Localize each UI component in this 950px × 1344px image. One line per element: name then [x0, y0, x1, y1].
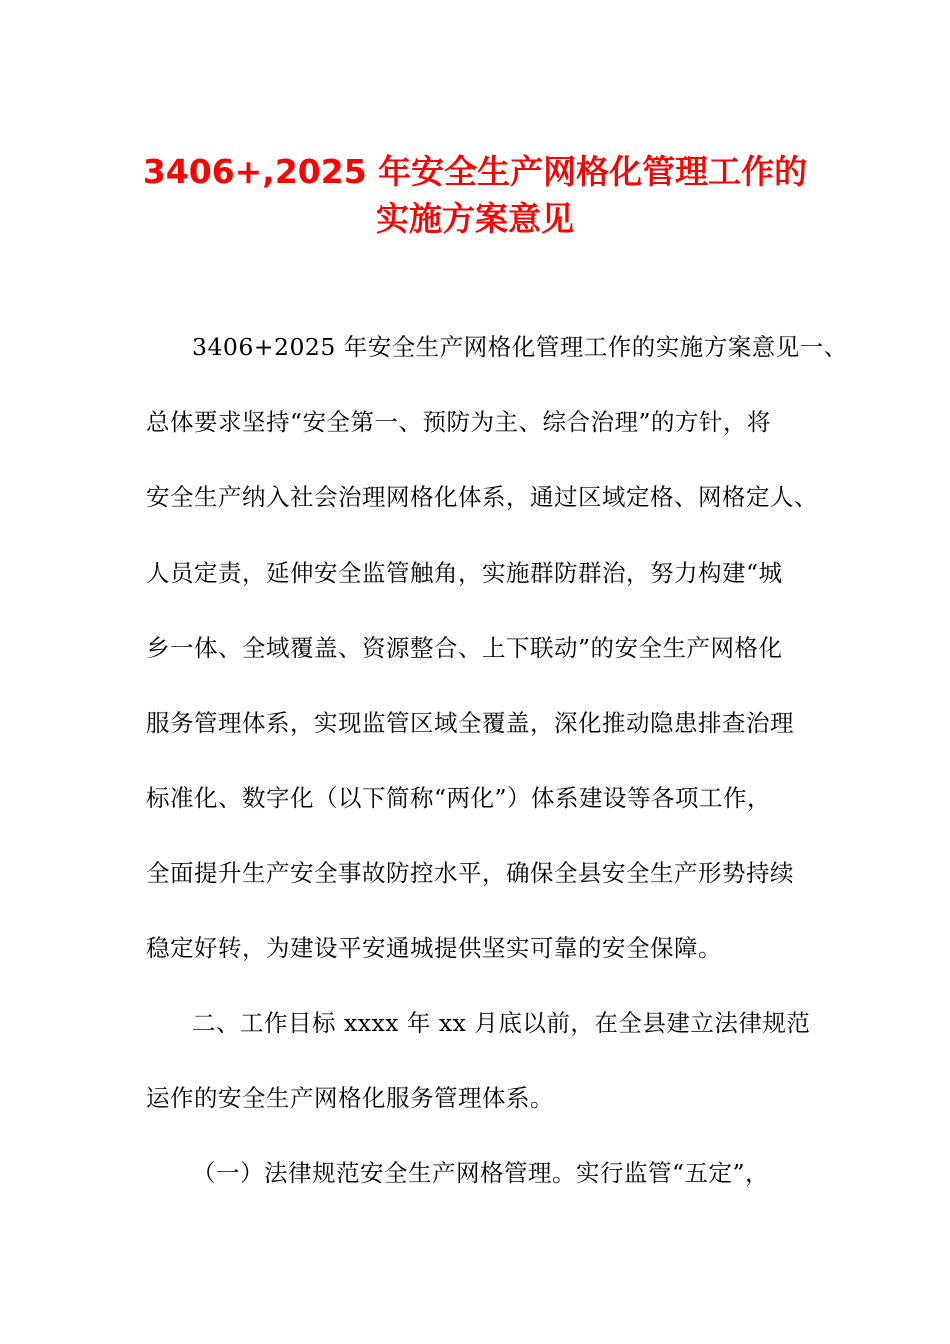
paragraph-line: 乡一体、全域覆盖、资源整合、上下联动”的安全生产网格化 — [146, 634, 783, 662]
paragraph-line: 人员定责，延伸安全监管触角，实施群防群治，努力构建“城 — [146, 559, 783, 587]
paragraph-line: 3406+2025 年安全生产网格化管理工作的实施方案意见一、 — [192, 333, 848, 361]
paragraph-line: 二、工作目标 xxxx 年 xx 月底以前，在全县建立法律规范 — [192, 1009, 811, 1037]
paragraph-line: （一）法律规范安全生产网格管理。实行监管“五定”， — [192, 1159, 770, 1187]
paragraph-line: 稳定好转，为建设平安通城提供坚实可靠的安全保障。 — [146, 934, 722, 962]
paragraph-line: 服务管理体系，实现监管区域全覆盖，深化推动隐患排查治理 — [146, 709, 794, 737]
paragraph-line: 运作的安全生产网格化服务管理体系。 — [146, 1084, 554, 1112]
document-title-line-2: 实施方案意见 — [376, 199, 574, 238]
paragraph-line: 标准化、数字化（以下简称“两化”）体系建设等各项工作， — [146, 784, 772, 812]
paragraph-line: 全面提升生产安全事故防控水平，确保全县安全生产形势持续 — [146, 859, 794, 887]
paragraph-line: 安全生产纳入社会治理网格化体系，通过区域定格、网格定人、 — [146, 483, 818, 511]
document-title-line-1: 3406+,2025 年安全生产网格化管理工作的 — [142, 152, 808, 191]
paragraph-line: 总体要求坚持“安全第一、预防为主、综合治理”的方针，将 — [146, 408, 772, 436]
